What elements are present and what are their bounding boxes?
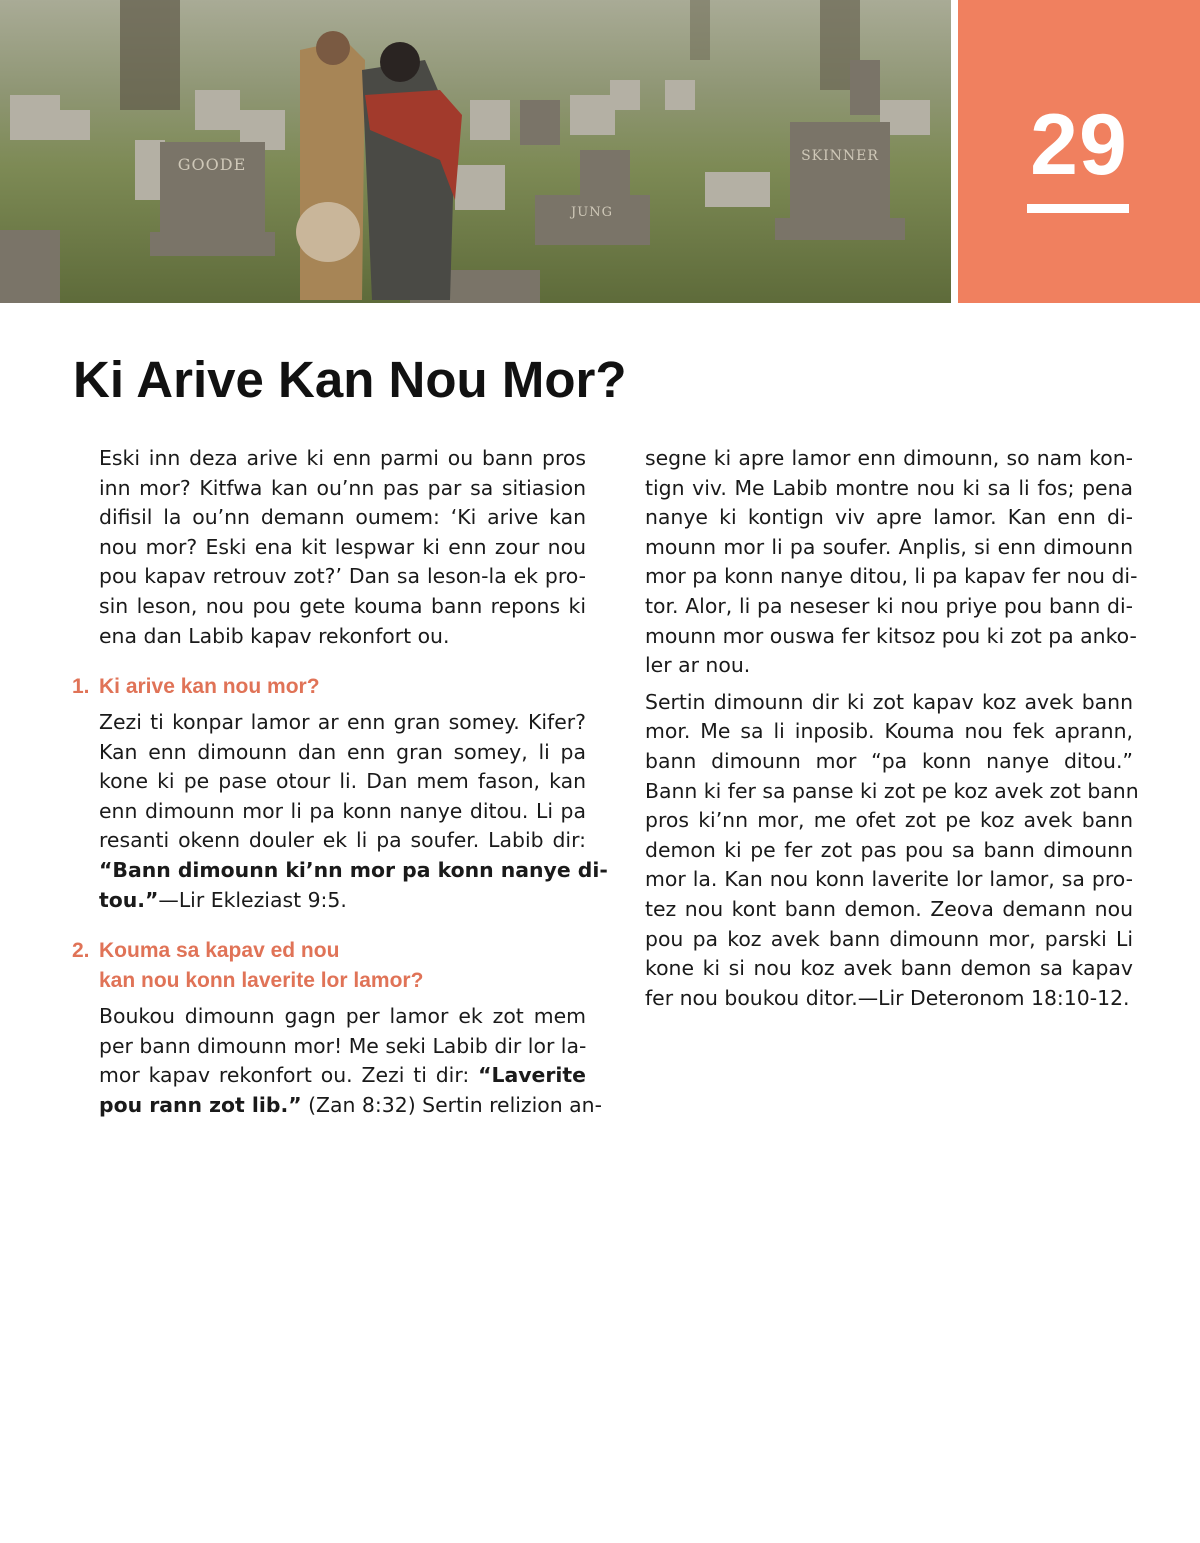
bold-text: “Bann dimounn ki’nn mor pa konn nanye di- [99, 857, 608, 882]
text-line [645, 444, 1133, 474]
cemetery-photo [0, 0, 951, 303]
left-column [99, 444, 586, 658]
text-segment: segne ki apre lamor enn dimounn, so nam kon- [645, 446, 1133, 470]
text-segment: tign viv. Me Labib montre nou ki sa li fos; pena [645, 475, 1133, 500]
text-segment: pou pa koz avek bann dimounn mor, parski Li [645, 926, 1133, 951]
text-segment: Sertin dimounn dir ki zot kapav koz avek bann [645, 689, 1133, 714]
text-segment: mor. Me sa li inposib. Kouma nou fek aprann, [645, 719, 1133, 744]
question-2-heading [72, 936, 423, 996]
text-segment: resanti okenn douler ek li pa soufer. Labib dir: [99, 828, 586, 853]
text-line [645, 806, 1133, 836]
question-number: 2. [72, 939, 90, 962]
text-line [99, 738, 586, 768]
question-number: 1. [72, 675, 90, 698]
text-segment: pou kapav retrouv zot?’ Dan sa leson-la ek pro- [99, 564, 586, 589]
text-line [645, 954, 1133, 984]
question-2-body [99, 1002, 602, 1120]
text-segment: mounn mor ouswa fer kitsoz pou ki zot pa anko- [645, 623, 1137, 648]
text-line [99, 826, 586, 856]
text-segment: nanye ki kontign viv apre lamor. Kan enn di- [645, 505, 1133, 530]
text-line [645, 895, 1133, 925]
question-text-line1: Kouma sa kapav ed nou [99, 939, 340, 962]
text-line [645, 688, 1133, 718]
text-segment: tor. Alor, li pa neseser ki nou priye pou bann di- [645, 593, 1133, 618]
text-line [99, 767, 586, 797]
text-line [99, 444, 586, 474]
question-1-body [99, 708, 608, 915]
text-line [645, 865, 1133, 895]
text-segment: Bann ki fer sa panse ki zot pe koz avek zot bann [645, 778, 1139, 803]
text-line [99, 1032, 586, 1062]
text-segment: difisil la ou’nn demann oumem: ‘Ki arive kan [99, 505, 586, 530]
text-segment: Kan enn dimounn dan enn gran somey, li pa [99, 739, 586, 764]
text-segment: mor la. Kan nou konn laverite lor lamor, sa pro- [645, 867, 1133, 892]
text-line [645, 474, 1133, 504]
text-segment: sin leson, nou pou gete kouma bann repons ki [99, 593, 586, 618]
text-segment: nou mor? Eski ena kit lespwar ki enn zour nou [99, 534, 586, 559]
right-paragraph-1 [645, 444, 1138, 681]
text-segment: mounn mor li pa soufer. Anplis, si enn dimounn [645, 534, 1133, 559]
text-line [99, 886, 586, 916]
gravestone-name-goode: GOODE [177, 155, 247, 174]
text-segment: enn dimounn mor li pa konn nanye ditou. Li pa [99, 798, 586, 823]
right-paragraph-2 [645, 688, 1139, 1014]
text-line [645, 592, 1133, 622]
text-line [99, 592, 586, 622]
text-segment: bann dimounn mor “pa konn nanye ditou.” [645, 748, 1133, 773]
text-line [645, 717, 1133, 747]
text-line [645, 651, 1133, 681]
text-line [99, 708, 586, 738]
text-segment: fer nou boukou ditor.—Lir Deteronom 18:10-12. [645, 985, 1130, 1010]
right-column [645, 444, 1139, 1020]
text-segment: demon ki pe fer zot pas pou sa bann dimounn [645, 837, 1133, 862]
text-segment: Boukou dimounn gagn per lamor ek zot mem [99, 1004, 586, 1028]
text-segment: ler ar nou. [645, 653, 751, 678]
text-line [645, 533, 1133, 563]
text-segment: mor kapav rekonfort ou. Zezi ti dir: [99, 1063, 479, 1088]
intro-paragraph [99, 444, 586, 651]
text-line [99, 533, 586, 563]
text-line [99, 1091, 602, 1121]
text-segment: pros ki’nn mor, me ofet zot pe koz avek bann [645, 808, 1133, 833]
text-line [645, 836, 1133, 866]
text-line [99, 856, 608, 886]
text-line [645, 562, 1138, 592]
text-line [645, 503, 1133, 533]
text-line [99, 474, 586, 504]
text-segment: (Zan 8:32) Sertin relizion an- [301, 1092, 602, 1117]
text-segment: kone ki si nou koz avek bann demon sa kapav [645, 956, 1133, 981]
text-segment: ena dan Labib kapav rekonfort ou. [99, 623, 450, 648]
text-line [645, 925, 1133, 955]
text-segment: kone ki pe pase otour li. Dan mem fason, kan [99, 769, 586, 794]
text-line [645, 777, 1139, 807]
text-segment: tez nou kont bann demon. Zeova demann nou [645, 896, 1133, 921]
text-line [99, 562, 586, 592]
text-segment: —Lir Ekleziast 9:5. [158, 887, 347, 912]
text-segment: inn mor? Kitfwa kan ou’nn pas par sa sitiasion [99, 475, 586, 500]
question-1-heading [72, 672, 320, 702]
page-title: Ki Arive Kan Nou Mor? [73, 351, 627, 408]
lesson-number: 29 [1030, 97, 1128, 193]
lesson-number-underline [1027, 204, 1129, 213]
text-segment: mor pa konn nanye ditou, li pa kapav fer nou di- [645, 564, 1138, 589]
text-segment: Zezi ti konpar lamor ar enn gran somey. Kifer? [99, 710, 586, 734]
text-line [99, 622, 586, 652]
gravestone-name-jung: JUNG [571, 205, 613, 220]
bold-text: pou rann zot lib.” [99, 1092, 302, 1117]
text-segment: Eski inn deza arive ki enn parmi ou bann pros [99, 446, 586, 470]
lesson-number-badge [958, 0, 1200, 303]
question-text: Ki arive kan nou mor? [99, 675, 320, 698]
text-line [99, 503, 586, 533]
text-line [99, 797, 586, 827]
text-line [645, 984, 1133, 1014]
bold-text: “Laverite [478, 1063, 586, 1088]
gravestone-name-skinner: SKINNER [801, 148, 879, 164]
bold-text: tou.” [99, 887, 159, 912]
text-line [645, 622, 1137, 652]
text-line [645, 747, 1133, 777]
text-line [99, 1061, 586, 1091]
question-text-line2: kan nou konn laverite lor lamor? [99, 969, 424, 992]
text-segment: per bann dimounn mor! Me seki Labib dir lor la- [99, 1033, 587, 1058]
text-line [99, 1002, 586, 1032]
